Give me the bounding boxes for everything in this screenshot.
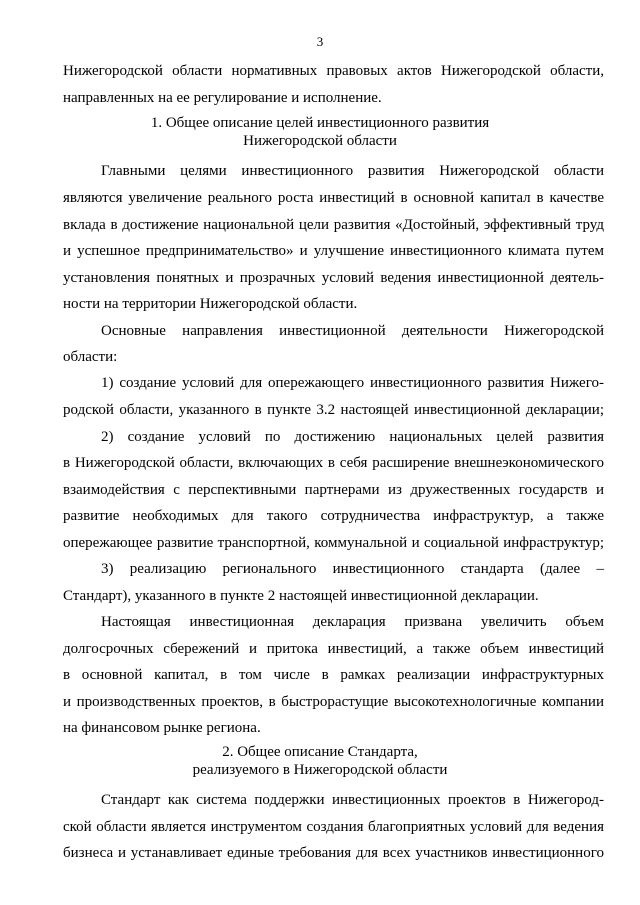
text-line: на финансовом рынке региона.: [63, 720, 261, 736]
list-item-1: 1) создание условий для опережающего инвестиционного развития Нижего-: [101, 375, 604, 391]
page-number: 3: [316, 34, 324, 49]
text-line: Стандарт), указанного в пункте 2 настоящей инвестиционной декларации.: [63, 588, 539, 604]
text-line: родской области, указанного в пункте 3.2 настоящей инвестиционной декларации;: [63, 402, 604, 418]
text-line: долгосрочных сбережений и притока инвестиций, а также объем инвестиций: [63, 641, 604, 657]
text-line: и производственных проектов, в быстрорастущие высокотехнологичные компании: [63, 694, 604, 710]
text-line: Настоящая инвестиционная декларация призвана увеличить объем: [101, 614, 604, 630]
text-line: направленных на ее регулирование и исполнение.: [63, 90, 382, 106]
text-line: Нижегородской области нормативных правовых актов Нижегородской области,: [63, 63, 604, 79]
text-line: в основной капитал, в том числе в рамках реализации инфраструктурных: [63, 667, 604, 683]
list-item-2: 2) создание условий по достижению национальных целей развития: [101, 429, 604, 445]
section-heading: Нижегородской области: [243, 133, 397, 149]
text-line: являются увеличение реального роста инвестиций в основной капитал в качестве: [63, 190, 604, 206]
text-line: Главными целями инвестиционного развития Нижегородской области: [101, 163, 604, 179]
text-line: Стандарт как система поддержки инвестиционных проектов в Нижегород-: [101, 792, 604, 808]
text-line: бизнеса и устанавливает единые требования для всех участников инвестиционного: [63, 845, 604, 861]
text-line: ской области является инструментом создания благоприятных условий для ведения: [63, 819, 604, 835]
text-line: ности на территории Нижегородской области.: [63, 296, 358, 312]
text-line: области:: [63, 349, 118, 365]
text-line: в Нижегородской области, включающих в себя расширение внешнеэкономического: [63, 455, 604, 471]
list-item-3: 3) реализацию регионального инвестиционного стандарта (далее –: [101, 561, 604, 577]
text-line: вклада в достижение национальной цели развития «Достойный, эффективный труд: [63, 217, 604, 233]
text-line: установления понятных и прозрачных условий ведения инвестиционной деятель-: [63, 270, 604, 286]
text-line: опережающее развитие транспортной, коммунальной и социальной инфраструктур;: [63, 535, 604, 551]
section-heading: 1. Общее описание целей инвестиционного развития: [150, 115, 490, 131]
section-heading: 2. Общее описание Стандарта,: [222, 744, 418, 760]
text-line: взаимодействия с перспективными партнерами из дружественных государств и: [63, 482, 604, 498]
section-heading: реализуемого в Нижегородской области: [192, 762, 448, 778]
text-line: развитие необходимых для такого сотрудничества инфраструктур, а также: [63, 508, 604, 524]
text-line: Основные направления инвестиционной деятельности Нижегородской: [101, 323, 604, 339]
text-line: и успешное предпринимательство» и улучшение инвестиционного климата путем: [63, 243, 604, 259]
